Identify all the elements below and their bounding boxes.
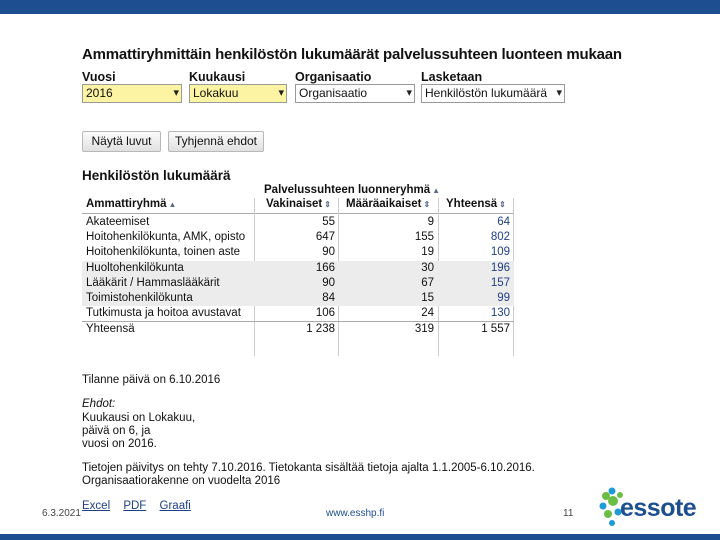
status-date: Tilanne päivä on 6.10.2016 (82, 374, 221, 386)
update-info: Tietojen päivitys on tehty 7.10.2016. Tietokanta sisältää tietoja ajalta 1.1.2005-6.10.2016. (82, 462, 535, 474)
table-row: Lääkärit / Hammaslääkärit 90 67 157 (82, 276, 514, 291)
footer-url[interactable]: www.esshp.fi (326, 508, 385, 519)
chevron-down-icon: ▾ (406, 87, 412, 99)
measure-select[interactable]: Henkilöstön lukumäärä ▾ (421, 84, 565, 103)
col-header-total[interactable]: Yhteensä ⇕ (446, 198, 506, 210)
total-row: Yhteensä 1 238 319 1 557 (82, 321, 514, 337)
page-number: 11 (563, 508, 574, 519)
chevron-down-icon: ▾ (173, 87, 179, 99)
sort-icon: ⇕ (499, 200, 506, 209)
table-title: Henkilöstön lukumäärä (82, 168, 231, 183)
condition-line: vuosi on 2016. (82, 438, 157, 450)
top-bar (0, 0, 720, 14)
pdf-link[interactable]: PDF (123, 500, 147, 512)
table-row: Toimistohenkilökunta 84 15 99 (82, 291, 514, 306)
col-header-occupation[interactable]: Ammattiryhmä ▲ (86, 198, 177, 210)
sort-icon: ⇕ (423, 200, 431, 209)
table-row: Hoitohenkilökunta, AMK, opisto 647 155 802 (86, 231, 510, 244)
conditions-title: Ehdot: (82, 398, 116, 410)
col-header-permanent[interactable]: Vakinaiset ⇕ (266, 198, 331, 210)
report-title: Ammattiryhmittäin henkilöstön lukumäärät palvelussuhteen luonteen mukaan (82, 46, 622, 63)
bottom-bar (0, 534, 720, 540)
graph-link[interactable]: Graafi (159, 500, 191, 512)
filter-label-month: Kuukausi (189, 70, 246, 84)
table-header (82, 198, 514, 214)
export-links (82, 500, 201, 513)
filter-label-organisation: Organisaatio (295, 70, 372, 84)
report-panel (82, 46, 622, 512)
chevron-down-icon: ▾ (278, 87, 284, 99)
chevron-down-icon: ▾ (556, 87, 562, 99)
filter-label-year: Vuosi (82, 70, 116, 84)
condition-line: päivä on 6, ja (82, 425, 151, 437)
clear-conditions-button[interactable]: Tyhjennä ehdot (168, 131, 264, 152)
sort-icon: ⇕ (324, 200, 331, 209)
table-row: Tutkimusta ja hoitoa avustavat 106 24 130 (86, 307, 510, 320)
excel-link[interactable]: Excel (82, 500, 111, 512)
show-values-button[interactable]: Näytä luvut (82, 131, 161, 152)
sort-icon: ▲ (432, 186, 441, 195)
table-body (82, 215, 514, 338)
month-select[interactable]: Lokakuu ▾ (189, 84, 287, 103)
col-header-fixed-term[interactable]: Määräaikaiset ⇕ (346, 198, 431, 210)
organisation-info: Organisaatiorakenne on vuodelta 2016 (82, 475, 281, 487)
condition-line: Kuukausi on Lokakuu, (82, 412, 196, 424)
table-row: Akateemiset 55 9 64 (86, 216, 510, 228)
footer-date: 6.3.2021 (42, 508, 81, 519)
table-row: Hoitohenkilökunta, toinen aste 90 19 109 (86, 246, 510, 259)
logo-text: essote (620, 494, 697, 522)
group-header[interactable]: Palvelussuhteen luonneryhmä ▲ (264, 184, 441, 196)
sort-icon: ▲ (168, 200, 177, 209)
organisation-select[interactable]: Organisaatio ▾ (295, 84, 415, 103)
year-select[interactable]: 2016 ▾ (82, 84, 182, 103)
table-row: Huoltohenkilökunta 166 30 196 (82, 261, 514, 276)
filter-label-measure: Lasketaan (421, 70, 483, 84)
